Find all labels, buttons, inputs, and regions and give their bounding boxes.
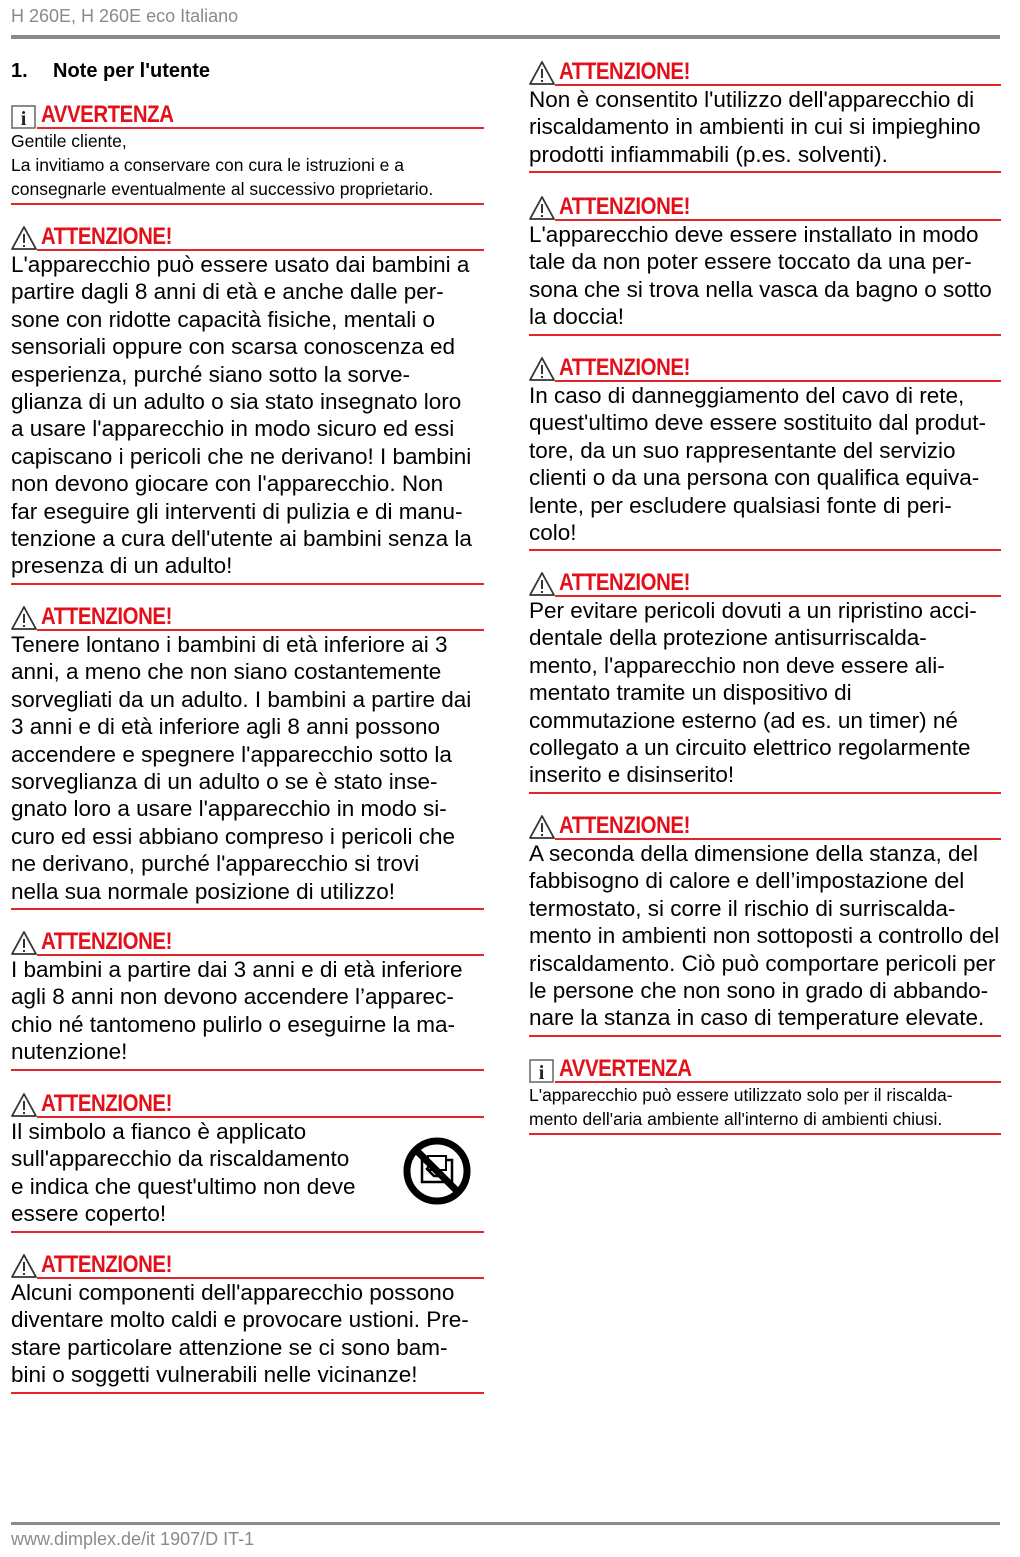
block-heading xyxy=(529,1057,1001,1083)
text-line: anni, a meno che non siano costantemente xyxy=(11,659,442,685)
text-line: fabbisogno di calore e dell’impostazione del xyxy=(529,868,965,894)
svg-text:i: i xyxy=(20,108,27,129)
block-text xyxy=(529,840,1001,1037)
text-line: non devono giocare con l'apparecchio. Non xyxy=(11,471,444,497)
block-heading xyxy=(11,930,484,956)
block-text xyxy=(529,86,1001,173)
warning-triangle-icon xyxy=(529,195,555,221)
block-text xyxy=(11,1279,484,1394)
block-title-rule xyxy=(555,571,1001,597)
text-line: sone con ridotte capacità fisiche, mentali o xyxy=(11,306,435,332)
block-title-rule xyxy=(555,60,1001,86)
text-line: colo! xyxy=(529,520,577,546)
text-line: prodotti infiammabili (p.es. solventi). xyxy=(529,141,888,167)
warning-block xyxy=(529,356,1001,551)
section-number: 1. xyxy=(11,60,28,82)
text-line: curo ed essi abbiano compreso i pericoli che xyxy=(11,823,455,849)
warning-triangle-icon xyxy=(11,1253,37,1279)
text-line: stare particolare attenzione se ci sono bam- xyxy=(11,1334,448,1360)
text-line: Non è consentito l'utilizzo dell'apparecchio di xyxy=(529,87,975,112)
block-title-rule xyxy=(37,225,484,251)
text-line: tale da non poter essere toccato da una per- xyxy=(529,249,972,275)
running-header: H 260E, H 260E eco Italiano xyxy=(11,6,239,26)
text-line: dentale della protezione antisurriscalda- xyxy=(529,625,927,651)
text-line: chio né tantomeno pulirlo o eseguirne la ma- xyxy=(11,1011,456,1037)
block-heading xyxy=(529,195,1001,221)
text-line: La invitiamo a conservare con cura le istruzioni e a xyxy=(11,155,404,175)
notice-block xyxy=(11,103,484,205)
block-heading xyxy=(11,605,484,631)
warning-triangle-icon xyxy=(529,814,555,840)
text-line: sorveglianza di un adulto o se è stato inse- xyxy=(11,769,438,795)
text-line: L'apparecchio deve essere installato in modo xyxy=(529,222,979,247)
block-text xyxy=(11,631,484,910)
block-title-rule xyxy=(37,1253,484,1279)
block-title: ATTENZIONE! xyxy=(559,354,690,381)
block-heading xyxy=(529,571,1001,597)
warning-block xyxy=(529,195,1001,336)
text-line: quest'ultimo deve essere sostituito dal produt- xyxy=(529,410,987,436)
text-line: A seconda della dimensione della stanza, del xyxy=(529,841,979,866)
text-line: a usare l'apparecchio in modo sicuro ed essi xyxy=(11,416,455,442)
header-divider xyxy=(11,35,1000,39)
warning-triangle-icon xyxy=(11,1092,37,1118)
block-heading xyxy=(11,1092,484,1118)
text-line: Il simbolo a fianco è applicato xyxy=(11,1119,307,1144)
text-line: presenza di un adulto! xyxy=(11,553,233,579)
block-heading xyxy=(11,1253,484,1279)
block-title: ATTENZIONE! xyxy=(41,1251,172,1278)
warning-triangle-icon xyxy=(11,930,37,956)
text-line: Gentile cliente, xyxy=(11,131,127,151)
block-text xyxy=(529,382,1001,551)
text-line: L'apparecchio può essere utilizzato solo per il riscalda- xyxy=(529,1085,953,1105)
text-line: 3 anni e di età inferiore agli 8 anni possono xyxy=(11,714,441,740)
text-line: agli 8 anni non devono accendere l’apparec- xyxy=(11,984,454,1010)
text-line: nutenzione! xyxy=(11,1039,128,1065)
text-line: riscaldamento. Ciò può comportare pericoli per xyxy=(529,950,996,976)
block-title-rule xyxy=(37,103,484,129)
text-line: I bambini a partire dai 3 anni e di età inferiore xyxy=(11,957,463,982)
section-title: Note per l'utente xyxy=(53,60,210,82)
block-title: ATTENZIONE! xyxy=(559,193,690,220)
warning-triangle-icon xyxy=(529,356,555,382)
text-line: termostato, si corre il rischio di surriscalda- xyxy=(529,895,956,921)
text-line: e indica che quest'ultimo non deve xyxy=(11,1173,356,1199)
text-line: sorvegliati da un adulto. I bambini a partire dai xyxy=(11,686,472,712)
block-text xyxy=(11,129,484,205)
text-line: ne derivano, purché l'apparecchio si trovi xyxy=(11,851,420,877)
text-line: riscaldamento in ambienti in cui si impieghino xyxy=(529,114,981,140)
block-title-rule xyxy=(555,1057,1001,1083)
block-text xyxy=(11,956,484,1071)
block-heading xyxy=(529,60,1001,86)
text-line: mento dell'aria ambiente all'interno di ambienti chiusi. xyxy=(529,1109,943,1129)
block-title-rule xyxy=(555,195,1001,221)
info-icon xyxy=(529,1057,555,1083)
info-icon xyxy=(11,103,37,129)
text-line: gnato loro a usare l'apparecchio in modo si- xyxy=(11,796,447,822)
warning-triangle-icon xyxy=(529,60,555,86)
block-title-rule xyxy=(37,1092,484,1118)
text-line: L'apparecchio può essere usato dai bambini a xyxy=(11,252,470,277)
warning-block xyxy=(529,60,1001,173)
text-line: far eseguire gli interventi di pulizia e di manu- xyxy=(11,498,463,524)
text-line: sensoriali oppure con scarsa conoscenza ed xyxy=(11,334,456,360)
text-line: In caso di danneggiamento del cavo di rete, xyxy=(529,383,965,408)
text-line: mentato tramite un dispositivo di xyxy=(529,680,852,706)
block-text xyxy=(529,221,1001,336)
block-title: ATTENZIONE! xyxy=(559,569,690,596)
text-line: glianza di un adulto o sia stato insegnato loro xyxy=(11,389,462,415)
text-line: Alcuni componenti dell'apparecchio possono xyxy=(11,1280,455,1305)
text-line: inserito e disinserito! xyxy=(529,762,735,788)
footer-divider xyxy=(11,1522,1000,1525)
block-text xyxy=(529,1083,1001,1135)
text-line: esperienza, purché siano sotto la sorve- xyxy=(11,361,410,387)
text-line: tore, da un suo rappresentante del servizio xyxy=(529,437,956,463)
block-title-rule xyxy=(555,814,1001,840)
block-text xyxy=(11,251,484,585)
text-line: tenzione a cura dell'utente ai bambini senza la xyxy=(11,526,472,552)
block-title: AVVERTENZA xyxy=(41,101,174,128)
block-title: ATTENZIONE! xyxy=(41,928,172,955)
warning-triangle-icon xyxy=(529,571,555,597)
block-title-rule xyxy=(555,356,1001,382)
text-line: diventare molto caldi e provocare ustioni. Pre- xyxy=(11,1307,469,1333)
block-title: ATTENZIONE! xyxy=(559,58,690,85)
text-line: la doccia! xyxy=(529,304,625,330)
text-line: consegnarle eventualmente al successivo proprietario. xyxy=(11,179,434,199)
warning-block xyxy=(11,605,484,910)
block-title-rule xyxy=(37,930,484,956)
svg-text:i: i xyxy=(538,1062,545,1083)
block-title-rule xyxy=(37,605,484,631)
section-heading xyxy=(11,60,210,83)
text-line: sona che si trova nella vasca da bagno o sotto xyxy=(529,276,992,302)
notice-block xyxy=(529,1057,1001,1135)
block-heading xyxy=(529,814,1001,840)
text-line: Tenere lontano i bambini di età inferiore ai 3 xyxy=(11,632,448,657)
text-line: bini o soggetti vulnerabili nelle vicinanze! xyxy=(11,1362,418,1388)
block-title: ATTENZIONE! xyxy=(559,812,690,839)
block-heading xyxy=(529,356,1001,382)
block-text xyxy=(529,597,1001,794)
text-line: mento in ambienti non sottoposti a controllo del xyxy=(529,923,1000,949)
block-title: AVVERTENZA xyxy=(559,1055,692,1082)
do-not-cover-icon xyxy=(402,1136,472,1206)
text-line: mento, l'apparecchio non deve essere ali- xyxy=(529,652,945,678)
text-line: partire dagli 8 anni di età e anche dalle per- xyxy=(11,279,444,305)
warning-block xyxy=(529,571,1001,794)
block-title: ATTENZIONE! xyxy=(41,603,172,630)
warning-block xyxy=(11,225,484,585)
text-line: essere coperto! xyxy=(11,1201,167,1227)
warning-block xyxy=(11,930,484,1071)
block-title: ATTENZIONE! xyxy=(41,1090,172,1117)
text-line: commutazione esterno (ad es. un timer) né xyxy=(529,707,958,733)
warning-block xyxy=(11,1253,484,1394)
text-line: clienti o da una persona con qualifica equiva- xyxy=(529,465,980,491)
text-line: nare la stanza in caso di temperature elevate. xyxy=(529,1005,985,1031)
text-line: accendere e spegnere l'apparecchio sotto la xyxy=(11,741,452,767)
warning-triangle-icon xyxy=(11,225,37,251)
warning-block xyxy=(529,814,1001,1037)
text-line: Per evitare pericoli dovuti a un ripristino acci- xyxy=(529,598,977,623)
text-line: collegato a un circuito elettrico regolarmente xyxy=(529,735,971,761)
block-text xyxy=(11,1118,484,1233)
block-heading xyxy=(11,225,484,251)
text-line: capiscano i pericoli che ne derivano! I bambini xyxy=(11,443,472,469)
text-line: le persone che non sono in grado di abbando- xyxy=(529,978,989,1004)
block-heading xyxy=(11,103,484,129)
text-line: nella sua normale posizione di utilizzo! xyxy=(11,878,395,904)
text-line: lente, per escludere qualsiasi fonte di peri- xyxy=(529,492,952,518)
block-title: ATTENZIONE! xyxy=(41,223,172,250)
text-line: sull'apparecchio da riscaldamento xyxy=(11,1146,350,1172)
warning-triangle-icon xyxy=(11,605,37,631)
warning-block xyxy=(11,1092,484,1233)
running-footer: www.dimplex.de/it 1907/D IT-1 xyxy=(11,1529,255,1549)
